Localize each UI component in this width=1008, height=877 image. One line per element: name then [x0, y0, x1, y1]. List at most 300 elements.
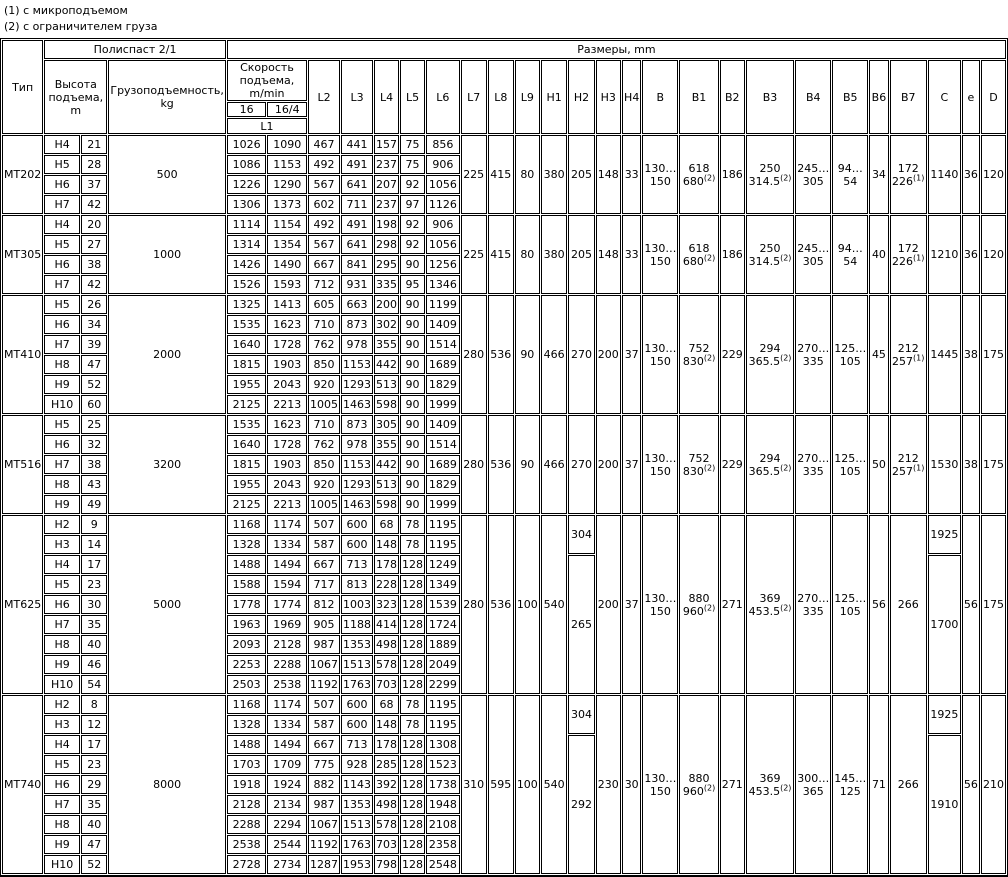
dim-value: 987	[308, 635, 340, 654]
dim-value: 128	[400, 555, 425, 574]
dim-value: 1513	[341, 815, 373, 834]
dim-value: 1514	[426, 435, 460, 454]
dim-value: 762	[308, 435, 340, 454]
capacity-MT625: 5000	[108, 515, 226, 694]
dim-value: 1969	[267, 615, 307, 634]
shared-l7: 280	[461, 515, 487, 694]
dim-value: 128	[400, 835, 425, 854]
dim-value: 1349	[426, 575, 460, 594]
shared-e: 56	[962, 695, 980, 874]
dim-value: 1353	[341, 795, 373, 814]
dim-value: 1314	[227, 235, 267, 254]
height-m: 28	[81, 155, 107, 174]
dim-value: 1999	[426, 395, 460, 414]
shared-h4: 37	[622, 295, 641, 414]
spec-table-container	[0, 38, 1008, 877]
height-code: H4	[44, 735, 80, 754]
height-m: 47	[81, 835, 107, 854]
dim-value: 2294	[267, 815, 307, 834]
dim-value: 1256	[426, 255, 460, 274]
footnote-ref: (2)	[703, 782, 716, 792]
height-code: H5	[44, 415, 80, 434]
dim-value: 302	[374, 315, 399, 334]
shared-d: 175	[981, 415, 1006, 514]
shared-b2: 186	[720, 215, 745, 294]
dim-value: 92	[400, 235, 425, 254]
height-m: 39	[81, 335, 107, 354]
dim-value: 1588	[227, 575, 267, 594]
dim-value: 1815	[227, 455, 267, 474]
dim-value: 75	[400, 135, 425, 154]
shared-b: 130… 150	[642, 515, 678, 694]
dim-value: 2538	[267, 675, 307, 694]
dim-value: 128	[400, 675, 425, 694]
height-code: H8	[44, 355, 80, 374]
row-MT516-H5	[2, 415, 1006, 434]
col-header-B: B	[642, 60, 678, 134]
dim-value: 905	[308, 615, 340, 634]
dim-value: 1174	[267, 515, 307, 534]
shared-h4: 37	[622, 515, 641, 694]
height-code: H5	[44, 575, 80, 594]
shared-d: 210	[981, 695, 1006, 874]
dim-value: 335	[374, 275, 399, 294]
height-m: 9	[81, 515, 107, 534]
height-m: 35	[81, 615, 107, 634]
dim-value: 1334	[267, 535, 307, 554]
dim-value: 920	[308, 375, 340, 394]
dim-value: 237	[374, 195, 399, 214]
dim-value: 295	[374, 255, 399, 274]
dim-value: 75	[400, 155, 425, 174]
dim-value: 1728	[267, 435, 307, 454]
shared-e: 38	[962, 415, 980, 514]
dim-value: 850	[308, 455, 340, 474]
shared-l9: 90	[515, 295, 540, 414]
dim-value: 1126	[426, 195, 460, 214]
shared-b: 130… 150	[642, 415, 678, 514]
dim-value: 128	[400, 575, 425, 594]
dim-value: 2253	[227, 655, 267, 674]
dim-value: 928	[341, 755, 373, 774]
dim-value: 491	[341, 155, 373, 174]
height-code: H8	[44, 815, 80, 834]
height-m: 17	[81, 555, 107, 574]
type-MT625: MT625	[2, 515, 43, 694]
height-m: 32	[81, 435, 107, 454]
shared-b2: 186	[720, 135, 745, 214]
shared-h4: 30	[622, 695, 641, 874]
footnote-ref: (2)	[780, 782, 792, 792]
height-code: H5	[44, 295, 80, 314]
shared-b: 130… 150	[642, 135, 678, 214]
dim-value: 97	[400, 195, 425, 214]
height-m: 30	[81, 595, 107, 614]
dim-value: 441	[341, 135, 373, 154]
dim-value: 414	[374, 615, 399, 634]
dim-value: 578	[374, 815, 399, 834]
dim-value: 850	[308, 355, 340, 374]
dim-value: 1924	[267, 775, 307, 794]
dim-value: 1463	[341, 395, 373, 414]
dim-value: 978	[341, 435, 373, 454]
dim-value: 641	[341, 175, 373, 194]
dim-value: 2288	[267, 655, 307, 674]
col-header-L3: L3	[341, 60, 373, 134]
dim-value: 1623	[267, 315, 307, 334]
dim-value: 1640	[227, 435, 267, 454]
dim-value: 498	[374, 795, 399, 814]
footnote-ref: (2)	[703, 172, 716, 182]
dim-value: 812	[308, 595, 340, 614]
dim-value: 1334	[267, 715, 307, 734]
shared-d: 120	[981, 215, 1006, 294]
dim-value: 198	[374, 215, 399, 234]
dim-value: 1513	[341, 655, 373, 674]
dim-value: 2288	[227, 815, 267, 834]
shared-h2-bottom: 292	[568, 735, 594, 874]
height-code: H6	[44, 435, 80, 454]
dim-value: 1153	[341, 355, 373, 374]
type-MT305: MT305	[2, 215, 43, 294]
shared-h3: 148	[596, 215, 622, 294]
shared-h1: 540	[541, 695, 568, 874]
shared-b7: 172 226$^{(1)}$	[890, 215, 927, 294]
dim-value: 2734	[267, 855, 307, 874]
shared-b6: 34	[869, 135, 888, 214]
shared-b1: 618 680$^{(2)}$	[679, 215, 718, 294]
height-m: 34	[81, 315, 107, 334]
dim-value: 128	[400, 595, 425, 614]
col-header-speed: Скорость подъема, m/min	[227, 60, 307, 101]
dim-value: 1090	[267, 135, 307, 154]
shared-b6: 71	[869, 695, 888, 874]
height-code: H7	[44, 275, 80, 294]
dim-value: 90	[400, 335, 425, 354]
dim-value: 600	[341, 695, 373, 714]
dim-value: 841	[341, 255, 373, 274]
dim-value: 157	[374, 135, 399, 154]
col-header-B2: B2	[720, 60, 745, 134]
dim-value: 68	[374, 515, 399, 534]
shared-b3: 294 365.5$^{(2)}$	[746, 415, 795, 514]
dim-value: 1249	[426, 555, 460, 574]
col-header-B6: B6	[869, 60, 888, 134]
shared-e: 56	[962, 515, 980, 694]
height-m: 23	[81, 755, 107, 774]
dim-value: 95	[400, 275, 425, 294]
height-code: H8	[44, 635, 80, 654]
dim-value: 1293	[341, 375, 373, 394]
shared-l9: 90	[515, 415, 540, 514]
dim-value: 1703	[227, 755, 267, 774]
dim-value: 578	[374, 655, 399, 674]
dim-value: 1490	[267, 255, 307, 274]
capacity-MT305: 1000	[108, 215, 226, 294]
height-code: H5	[44, 755, 80, 774]
shared-c: 1210	[928, 215, 961, 294]
dim-value: 711	[341, 195, 373, 214]
dim-value: 128	[400, 795, 425, 814]
capacity-MT202: 500	[108, 135, 226, 214]
dim-value: 128	[400, 635, 425, 654]
dim-value: 1523	[426, 755, 460, 774]
height-m: 26	[81, 295, 107, 314]
dim-value: 498	[374, 635, 399, 654]
dim-value: 2299	[426, 675, 460, 694]
shared-c-top: 1925	[928, 695, 961, 734]
dim-value: 1290	[267, 175, 307, 194]
dim-value: 667	[308, 555, 340, 574]
height-code: H9	[44, 375, 80, 394]
dim-value: 906	[426, 215, 460, 234]
dim-value: 1463	[341, 495, 373, 514]
shared-b5: 94… 54	[832, 135, 868, 214]
dim-value: 128	[400, 815, 425, 834]
col-header-B1: B1	[679, 60, 718, 134]
dim-value: 1539	[426, 595, 460, 614]
height-m: 54	[81, 675, 107, 694]
shared-b: 130… 150	[642, 695, 678, 874]
dim-value: 68	[374, 695, 399, 714]
dim-value: 1373	[267, 195, 307, 214]
height-code: H7	[44, 795, 80, 814]
dim-value: 1953	[341, 855, 373, 874]
height-code: H3	[44, 535, 80, 554]
shared-b3: 369 453.5$^{(2)}$	[746, 515, 795, 694]
dim-value: 492	[308, 215, 340, 234]
dim-value: 507	[308, 515, 340, 534]
shared-c-top: 1925	[928, 515, 961, 554]
dim-value: 305	[374, 415, 399, 434]
height-code: H5	[44, 155, 80, 174]
dim-value: 2043	[267, 375, 307, 394]
footnote-micro-lift: (1) с микроподъемом	[4, 4, 128, 17]
row-MT410-H5	[2, 295, 1006, 314]
dim-value: 1955	[227, 475, 267, 494]
row-MT202-H4	[2, 135, 1006, 154]
height-m: 12	[81, 715, 107, 734]
type-MT202: MT202	[2, 135, 43, 214]
shared-b1: 618 680$^{(2)}$	[679, 135, 718, 214]
shared-h2-top: 304	[568, 695, 594, 734]
height-m: 60	[81, 395, 107, 414]
shared-l8: 415	[488, 135, 514, 214]
dim-value: 1293	[341, 475, 373, 494]
dim-value: 1594	[267, 575, 307, 594]
col-header-speed-16-4: 16/4	[267, 102, 307, 117]
dim-value: 1963	[227, 615, 267, 634]
dim-value: 762	[308, 335, 340, 354]
height-m: 38	[81, 455, 107, 474]
col-header-H4: H4	[622, 60, 641, 134]
dim-value: 513	[374, 475, 399, 494]
height-m: 35	[81, 795, 107, 814]
dim-value: 1195	[426, 715, 460, 734]
dim-value: 710	[308, 315, 340, 334]
dim-value: 1192	[308, 835, 340, 854]
dim-value: 178	[374, 735, 399, 754]
dim-value: 1488	[227, 555, 267, 574]
footnote-ref: (2)	[780, 462, 792, 472]
shared-l9: 80	[515, 135, 540, 214]
dim-value: 717	[308, 575, 340, 594]
dim-value: 1168	[227, 515, 267, 534]
shared-b5: 94… 54	[832, 215, 868, 294]
dim-value: 78	[400, 695, 425, 714]
dim-value: 1067	[308, 815, 340, 834]
col-header-speed-16: 16	[227, 102, 267, 117]
footnote-ref: (2)	[780, 252, 792, 262]
dim-value: 492	[308, 155, 340, 174]
dim-value: 90	[400, 255, 425, 274]
dim-value: 92	[400, 175, 425, 194]
dim-value: 2108	[426, 815, 460, 834]
shared-e: 36	[962, 215, 980, 294]
dim-value: 567	[308, 235, 340, 254]
col-header-H2: H2	[568, 60, 594, 134]
shared-b5: 145… 125	[832, 695, 868, 874]
dim-value: 1640	[227, 335, 267, 354]
height-code: H2	[44, 695, 80, 714]
shared-l9: 100	[515, 515, 540, 694]
row-MT740-H2	[2, 695, 1006, 714]
footnotes	[0, 0, 1008, 38]
height-m: 40	[81, 815, 107, 834]
dim-value: 1689	[426, 355, 460, 374]
dim-value: 856	[426, 135, 460, 154]
dim-value: 2213	[267, 395, 307, 414]
dim-value: 1346	[426, 275, 460, 294]
dim-value: 1514	[426, 335, 460, 354]
height-m: 25	[81, 415, 107, 434]
height-m: 8	[81, 695, 107, 714]
dim-value: 713	[341, 735, 373, 754]
dim-value: 2358	[426, 835, 460, 854]
shared-b3: 369 453.5$^{(2)}$	[746, 695, 795, 874]
col-header-L1: L1	[227, 118, 307, 134]
dim-value: 2128	[227, 795, 267, 814]
dim-value: 1328	[227, 715, 267, 734]
shared-b6: 45	[869, 295, 888, 414]
dim-value: 1763	[341, 835, 373, 854]
shared-b4: 270… 335	[795, 295, 831, 414]
dim-value: 507	[308, 695, 340, 714]
dim-value: 1689	[426, 455, 460, 474]
height-m: 43	[81, 475, 107, 494]
height-m: 42	[81, 195, 107, 214]
dim-value: 931	[341, 275, 373, 294]
dim-value: 2538	[227, 835, 267, 854]
height-m: 46	[81, 655, 107, 674]
shared-b1: 880 960$^{(2)}$	[679, 515, 718, 694]
shared-b7: 212 257$^{(1)}$	[890, 295, 927, 414]
dim-value: 148	[374, 715, 399, 734]
height-code: H6	[44, 255, 80, 274]
type-MT516: MT516	[2, 415, 43, 514]
dim-value: 128	[400, 735, 425, 754]
shared-h2: 205	[568, 135, 594, 214]
height-m: 17	[81, 735, 107, 754]
shared-l7: 225	[461, 135, 487, 214]
shared-b5: 125… 105	[832, 515, 868, 694]
shared-h2-bottom: 265	[568, 555, 594, 694]
dim-value: 712	[308, 275, 340, 294]
col-header-type: Тип	[2, 40, 43, 134]
footnote-ref: (2)	[703, 352, 716, 362]
shared-b3: 294 365.5$^{(2)}$	[746, 295, 795, 414]
capacity-MT516: 3200	[108, 415, 226, 514]
height-code: H6	[44, 175, 80, 194]
type-MT740: MT740	[2, 695, 43, 874]
dim-value: 2128	[267, 635, 307, 654]
dim-value: 1192	[308, 675, 340, 694]
dim-value: 1325	[227, 295, 267, 314]
shared-l7: 280	[461, 295, 487, 414]
shared-b3: 250 314.5$^{(2)}$	[746, 135, 795, 214]
dim-value: 600	[341, 715, 373, 734]
shared-h3: 200	[596, 515, 622, 694]
dim-value: 1188	[341, 615, 373, 634]
shared-h1: 380	[541, 215, 568, 294]
capacity-MT740: 8000	[108, 695, 226, 874]
dim-value: 906	[426, 155, 460, 174]
shared-h1: 380	[541, 135, 568, 214]
col-header-height: Высота подъема, m	[44, 60, 107, 134]
dim-value: 1494	[267, 735, 307, 754]
dim-value: 1143	[341, 775, 373, 794]
shared-h2: 205	[568, 215, 594, 294]
dim-value: 1903	[267, 455, 307, 474]
dim-value: 873	[341, 315, 373, 334]
dim-value: 90	[400, 435, 425, 454]
dim-value: 600	[341, 535, 373, 554]
dim-value: 78	[400, 715, 425, 734]
dim-value: 1153	[341, 455, 373, 474]
col-header-capacity: Грузоподъемность, kg	[108, 60, 226, 134]
shared-b: 130… 150	[642, 215, 678, 294]
height-code: H10	[44, 395, 80, 414]
shared-b2: 271	[720, 695, 745, 874]
dim-value: 598	[374, 395, 399, 414]
dim-value: 200	[374, 295, 399, 314]
height-m: 49	[81, 495, 107, 514]
height-code: H7	[44, 615, 80, 634]
dim-value: 467	[308, 135, 340, 154]
dim-value: 1738	[426, 775, 460, 794]
dim-value: 600	[341, 515, 373, 534]
height-m: 29	[81, 775, 107, 794]
height-code: H8	[44, 475, 80, 494]
shared-l8: 415	[488, 215, 514, 294]
dim-value: 1728	[267, 335, 307, 354]
dim-value: 1026	[227, 135, 267, 154]
dim-value: 90	[400, 415, 425, 434]
dim-value: 798	[374, 855, 399, 874]
dim-value: 641	[341, 235, 373, 254]
dim-value: 90	[400, 375, 425, 394]
shared-b1: 880 960$^{(2)}$	[679, 695, 718, 874]
dim-value: 667	[308, 255, 340, 274]
dim-value: 237	[374, 155, 399, 174]
shared-b5: 125… 105	[832, 415, 868, 514]
dim-value: 1005	[308, 395, 340, 414]
shared-b7: 266	[890, 695, 927, 874]
footnote-ref: (2)	[780, 602, 792, 612]
dim-value: 1413	[267, 295, 307, 314]
dim-value: 90	[400, 295, 425, 314]
height-code: H10	[44, 675, 80, 694]
